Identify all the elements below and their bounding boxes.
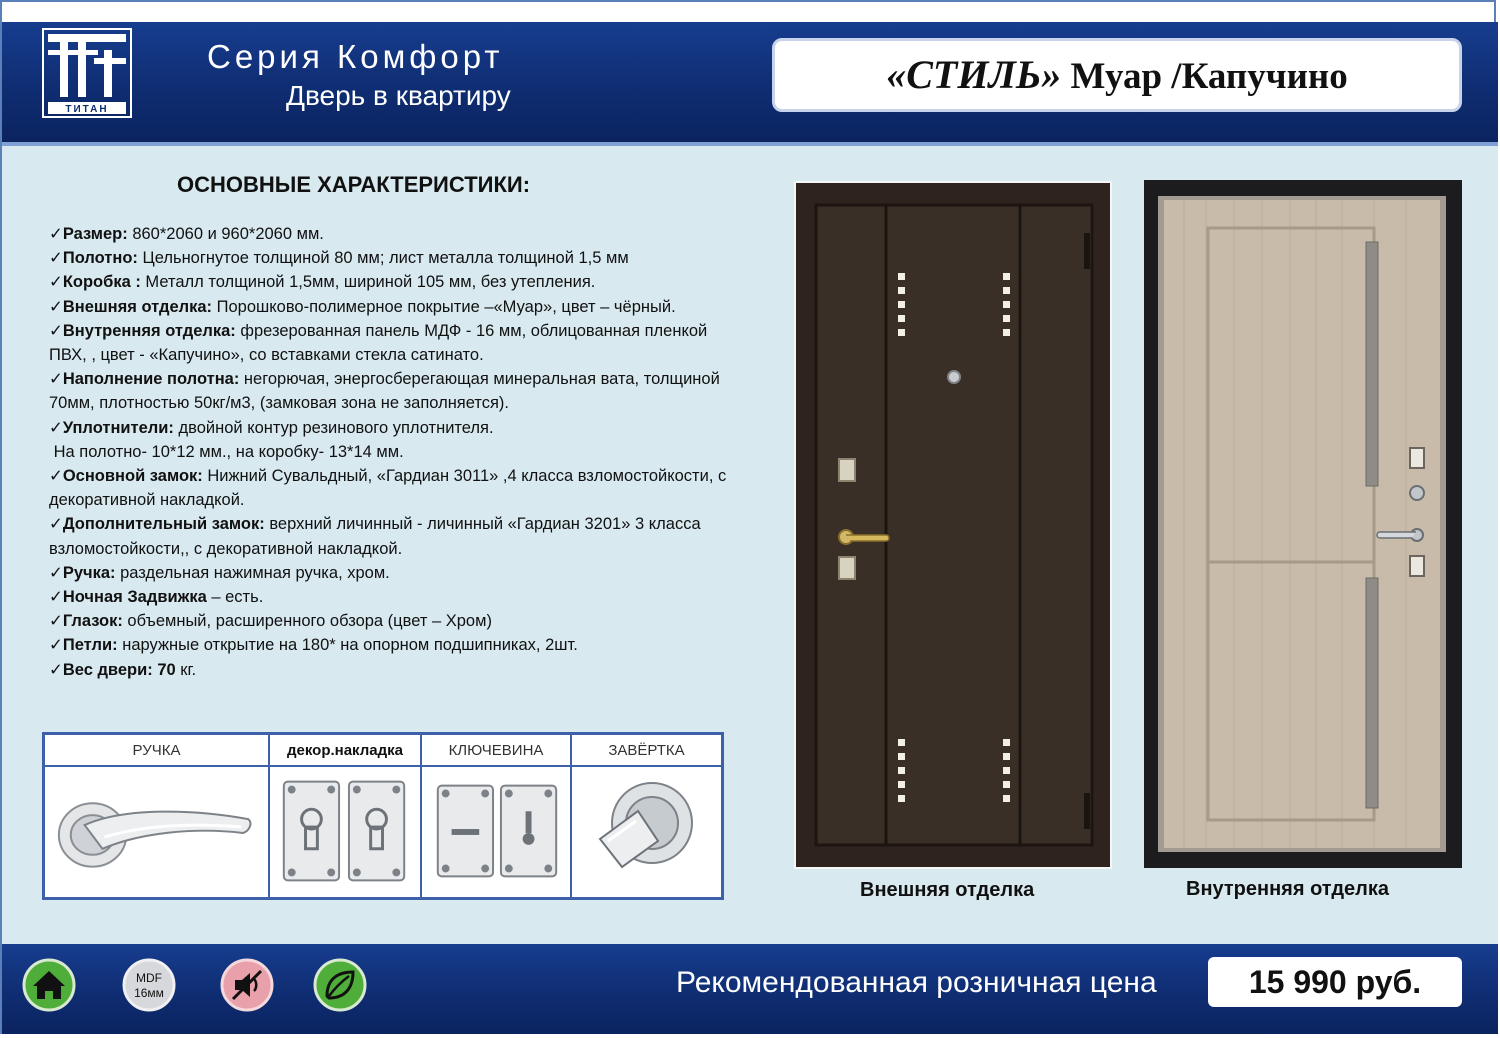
spec-value: негорючая, энергосберегающая минеральная вата, толщиной 70мм, плотностью 50кг/м3, (замковая зона не заполняется). [49, 370, 720, 413]
key-plate-icon [422, 767, 570, 895]
outer-door-caption: Внешняя отделка [860, 879, 1035, 901]
spec-item [49, 658, 739, 682]
spec-item [49, 609, 739, 633]
handle-icon [45, 767, 268, 895]
decor-plate-icon [270, 767, 420, 895]
model-finish: Муар /Капучино [1070, 56, 1348, 97]
spec-item [49, 246, 739, 270]
price-value: 15 990 руб. [1208, 957, 1462, 1007]
spec-item [49, 512, 739, 560]
spec-item [49, 295, 739, 319]
spec-label: Внутренняя отделка: [62, 321, 236, 340]
spec-value: Металл толщиной 1,5мм, шириной 105 мм, без утепления. [140, 273, 596, 292]
accessory-label: ЗАВЁРТКА [572, 735, 721, 767]
check-icon: ✓ [49, 370, 63, 389]
door-type-subtitle: Дверь в квартиру [286, 80, 511, 111]
spec-label: Уплотнители: [62, 418, 174, 437]
model-name: «СТИЛЬ» [886, 52, 1062, 97]
accessory-key-plate [422, 735, 572, 897]
spec-label: Глазок: [62, 612, 123, 631]
check-icon: ✓ [49, 563, 63, 582]
series-title: Серия Комфорт [207, 38, 504, 75]
spec-label: Внешняя отделка: [62, 297, 213, 316]
check-icon: ✓ [49, 636, 63, 655]
main-content [2, 146, 1498, 944]
accessory-turn-knob [572, 735, 721, 897]
spec-item [49, 633, 739, 657]
titan-logo [42, 28, 132, 118]
spec-label: Коробка : [62, 273, 141, 292]
spec-item [49, 416, 739, 440]
spec-value: фрезерованная панель МДФ - 16 мм, облицованная пленкой ПВХ, , цвет - «Капучино», со вставками стекла сатинато. [49, 321, 708, 365]
model-title-box [772, 38, 1462, 112]
spec-label: Размер: [62, 225, 128, 243]
spec-value: Цельногнутое толщиной 80 мм; лист металла толщиной 1,5 мм [137, 249, 629, 268]
check-icon: ✓ [49, 515, 63, 534]
check-icon: ✓ [49, 249, 63, 268]
spec-value: 860*2060 и 960*2060 мм. [127, 225, 324, 243]
spec-value: Нижний Сувальдный, «Гардиан 3011» ,4 класса взломостойкости, с декоративной накладкой. [49, 467, 727, 510]
check-icon: ✓ [49, 273, 63, 292]
check-icon: ✓ [49, 612, 63, 631]
check-icon: ✓ [49, 418, 63, 437]
footer [2, 944, 1498, 1034]
spec-value: Порошково-полимерное покрытие –«Муар», цвет – чёрный. [212, 297, 676, 316]
spec-item [49, 270, 739, 294]
spec-value: – есть. [206, 588, 264, 607]
spec-label: Петли: [62, 636, 118, 655]
spec-label: Полотно: [62, 249, 138, 268]
check-icon: ✓ [49, 588, 63, 607]
mdf-icon [122, 958, 176, 1012]
mdf-thickness: 16мм [134, 986, 164, 1000]
specs-list [49, 222, 739, 682]
spec-item-continuation: На полотно- 10*12 мм., на коробку- 13*14 мм. [49, 442, 404, 461]
spec-value: кг. [175, 660, 197, 679]
turn-knob-icon [572, 767, 721, 895]
brand-name: ТИТАН [65, 104, 109, 115]
soundproof-icon [220, 958, 274, 1012]
price-label: Рекомендованная розничная цена [676, 966, 1157, 999]
header [2, 22, 1498, 142]
spec-label: Основной замок: [62, 467, 203, 486]
spec-label: Дополнительный замок: [62, 515, 265, 534]
check-icon: ✓ [49, 225, 63, 243]
inner-door-caption: Внутренняя отделка [1186, 878, 1389, 900]
spec-label: Вес двери: 70 [62, 660, 176, 679]
check-icon: ✓ [49, 467, 63, 486]
specs-title: ОСНОВНЫЕ ХАРАКТЕРИСТИКИ: [177, 172, 531, 197]
spec-label: Наполнение полотна: [62, 370, 240, 389]
check-icon: ✓ [49, 321, 63, 340]
outer-door-image [794, 181, 1112, 869]
spec-value: объемный, расширенного обзора (цвет – Хром) [122, 612, 492, 631]
spec-item [49, 585, 739, 609]
accessory-label: декор.накладка [270, 735, 420, 767]
spec-label: Ручка: [62, 563, 116, 582]
spec-item [49, 367, 739, 415]
check-icon: ✓ [49, 660, 63, 679]
mdf-label: MDF [136, 971, 162, 985]
eco-leaf-icon [313, 958, 367, 1012]
spec-label: Ночная Задвижка [62, 588, 207, 607]
home-icon [22, 958, 76, 1012]
spec-item [49, 222, 739, 246]
spec-item [49, 561, 739, 585]
check-icon: ✓ [49, 297, 63, 316]
spec-value: верхний личинный - личинный «Гардиан 3201» 3 класса взломостойкости,, с декоративной накладкой. [49, 515, 701, 558]
accessory-decor-plate [270, 735, 422, 897]
spec-value: двойной контур резинового уплотнителя. [173, 418, 494, 437]
spec-value: раздельная нажимная ручка, хром. [115, 563, 390, 582]
spec-value: наружные открытие на 180* на опорном подшипниках, 2шт. [117, 636, 578, 655]
inner-door-image [1144, 180, 1462, 868]
accessories-table [42, 732, 724, 900]
accessory-label: КЛЮЧЕВИНА [422, 735, 570, 767]
spec-item [49, 464, 739, 512]
accessory-handle [45, 735, 270, 897]
spec-item [49, 319, 739, 367]
accessory-label: РУЧКА [45, 735, 268, 767]
